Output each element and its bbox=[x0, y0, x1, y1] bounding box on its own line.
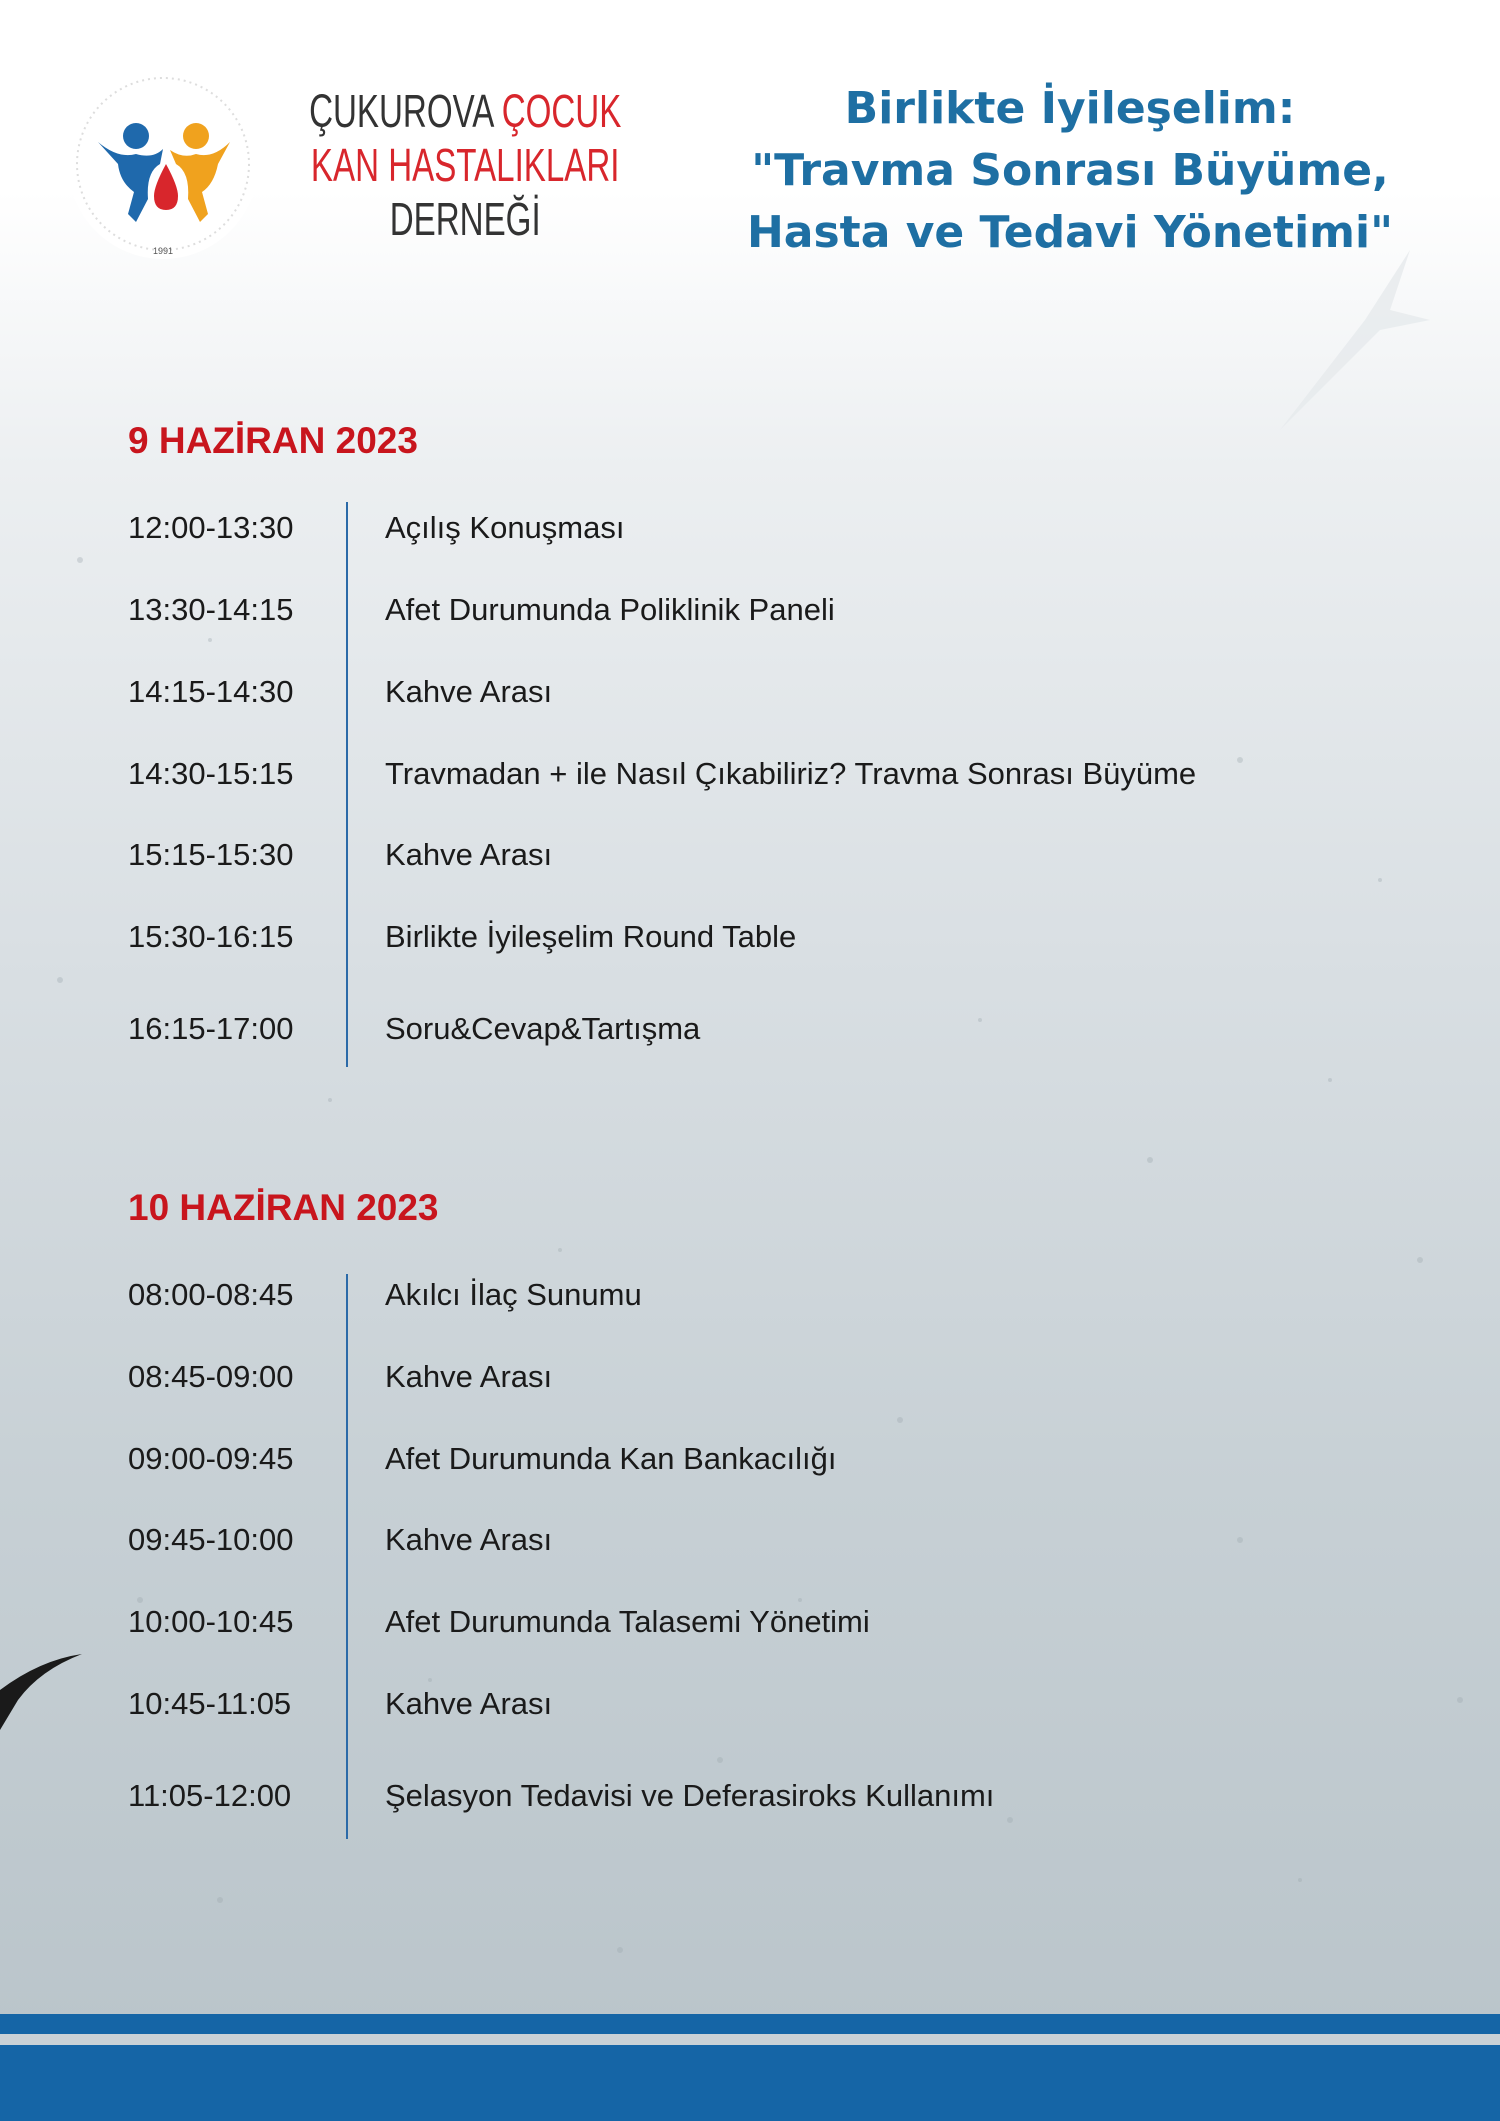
session-time: 10:45-11:05 bbox=[128, 1686, 292, 1721]
footer-band-main bbox=[0, 2045, 1500, 2121]
logo-line2: KAN HASTALIKLARI bbox=[310, 139, 620, 191]
footer-band-top bbox=[0, 2014, 1500, 2034]
session-topic: Kahve Arası bbox=[385, 1686, 553, 1721]
session-time: 14:15-14:30 bbox=[128, 674, 294, 709]
bird-silhouette-icon bbox=[1270, 250, 1430, 430]
session-topic: Birlikte İyileşelim Round Table bbox=[385, 919, 797, 954]
timeline-divider-2 bbox=[346, 1274, 348, 1839]
session-time: 08:00-08:45 bbox=[128, 1277, 294, 1312]
session-topic: Afet Durumunda Talasemi Yönetimi bbox=[385, 1604, 870, 1639]
session-time: 15:30-16:15 bbox=[128, 919, 294, 954]
session-topic: Kahve Arası bbox=[385, 1359, 553, 1394]
session-time: 16:15-17:00 bbox=[128, 1011, 294, 1046]
session-time: 09:00-09:45 bbox=[128, 1441, 294, 1476]
logo-line3: DERNEĞİ bbox=[389, 193, 541, 245]
logo-line1-dark: ÇUKUROVA bbox=[309, 85, 502, 137]
session-topic: Kahve Arası bbox=[385, 1522, 553, 1557]
session-time: 09:45-10:00 bbox=[128, 1522, 294, 1557]
session-topic: Travmadan + ile Nasıl Çıkabiliriz? Travma Sonrası Büyüme bbox=[385, 756, 1197, 791]
session-time: 08:45-09:00 bbox=[128, 1359, 294, 1394]
logo-line1-red: ÇOCUK bbox=[501, 85, 622, 137]
session-time: 15:15-15:30 bbox=[128, 837, 294, 872]
session-time: 13:30-14:15 bbox=[128, 592, 294, 627]
event-title-line1: Birlikte İyileşelim: bbox=[844, 83, 1296, 134]
day-heading-1: 9 HAZİRAN 2023 bbox=[128, 420, 418, 461]
session-topic: Şelasyon Tedavisi ve Deferasiroks Kullanımı bbox=[385, 1778, 995, 1813]
session-time: 12:00-13:30 bbox=[128, 510, 294, 545]
association-emblem-icon bbox=[58, 64, 278, 264]
session-time: 14:30-15:15 bbox=[128, 756, 294, 791]
session-topic: Akılcı İlaç Sunumu bbox=[385, 1277, 642, 1312]
timeline-divider-1 bbox=[346, 502, 348, 1067]
bird-silhouette-icon bbox=[0, 1650, 90, 1740]
event-title-line3: Hasta ve Tedavi Yönetimi" bbox=[746, 207, 1394, 258]
day-heading-2: 10 HAZİRAN 2023 bbox=[128, 1187, 439, 1228]
session-topic: Afet Durumunda Poliklinik Paneli bbox=[385, 592, 835, 627]
association-name bbox=[278, 84, 622, 246]
association-logo bbox=[58, 64, 622, 264]
session-topic: Açılış Konuşması bbox=[385, 510, 625, 545]
session-topic: Soru&Cevap&Tartışma bbox=[385, 1011, 701, 1046]
session-time: 10:00-10:45 bbox=[128, 1604, 294, 1639]
svg-text:1991: 1991 bbox=[152, 246, 174, 256]
event-title-line2: "Travma Sonrası Büyüme, bbox=[751, 145, 1389, 196]
session-topic: Kahve Arası bbox=[385, 674, 553, 709]
event-title bbox=[700, 78, 1440, 264]
session-topic: Kahve Arası bbox=[385, 837, 553, 872]
session-time: 11:05-12:00 bbox=[128, 1778, 292, 1813]
session-topic: Afet Durumunda Kan Bankacılığı bbox=[385, 1441, 837, 1476]
footer-band-separator bbox=[0, 2034, 1500, 2045]
